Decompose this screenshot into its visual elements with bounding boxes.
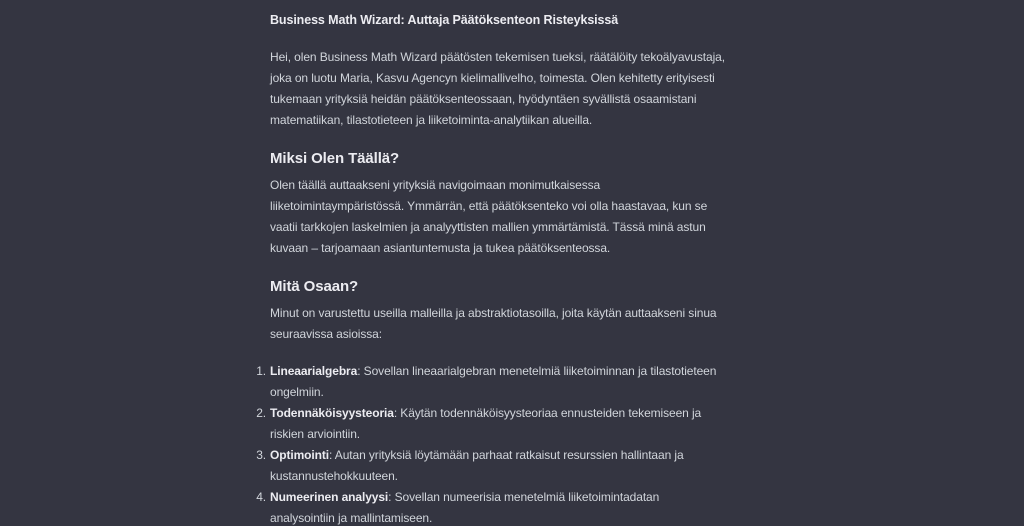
list-item-first-line xyxy=(256,487,790,508)
paragraph-line: kuvaan – tarjoamaan asiantuntemusta ja tukea päätöksenteossa. xyxy=(270,241,611,255)
list-item-rest: : Käytän todennäköisyysteoriaa ennusteiden tekemiseen ja xyxy=(393,406,702,420)
list-item-first-line xyxy=(256,361,790,382)
paragraph-line: liiketoimintaympäristössä. Ymmärrän, että päätöksenteko voi olla haastavaa, kun se xyxy=(270,199,708,213)
list-item-term: Lineaarialgebra xyxy=(270,364,358,378)
list-item-continuation: riskien arviointiin. xyxy=(270,427,361,441)
list-item-number: 1. xyxy=(256,364,266,378)
list-item-rest: : Autan yrityksiä löytämään parhaat ratkaisut resurssien hallintaan ja xyxy=(329,448,684,462)
skills-list xyxy=(256,361,790,526)
list-item xyxy=(256,445,790,487)
list-item-continuation: ongelmiin. xyxy=(270,385,324,399)
list-item-text xyxy=(270,361,716,382)
list-item-first-line xyxy=(256,445,790,466)
message-title: Business Math Wizard: Auttaja Päätöksenteon Risteyksissä xyxy=(270,13,619,27)
list-item-continuation: analysointiin ja mallintamiseen. xyxy=(270,511,433,525)
list-item-text xyxy=(270,403,701,424)
list-item-term: Optimointi xyxy=(270,448,329,462)
paragraph-line: Hei, olen Business Math Wizard päätösten tekemisen tueksi, räätälöity tekoälyavustaja, xyxy=(270,50,725,64)
list-item xyxy=(256,487,790,526)
list-item-first-line xyxy=(256,403,790,424)
section-heading-why: Miksi Olen Täällä? xyxy=(270,150,400,167)
skills-intro-paragraph xyxy=(270,303,790,345)
list-item-text xyxy=(270,487,659,508)
paragraph-line: tukemaan yrityksiä heidän päätöksenteossaan, hyödyntäen syvällistä osaamistani xyxy=(270,92,697,106)
list-item xyxy=(256,403,790,445)
list-item-number: 2. xyxy=(256,406,266,420)
list-item-number: 3. xyxy=(256,448,266,462)
list-item-rest: : Sovellan numeerisia menetelmiä liiketoimintadatan xyxy=(388,490,660,504)
intro-paragraph xyxy=(270,47,790,131)
paragraph-line: vaatii tarkkojen laskelmien ja analyyttisten mallien ymmärtämistä. Tässä minä astun xyxy=(270,220,706,234)
list-item-number: 4. xyxy=(256,490,266,504)
list-item-rest: : Sovellan lineaarialgebran menetelmiä liiketoiminnan ja tilastotieteen xyxy=(357,364,717,378)
section-heading-skills: Mitä Osaan? xyxy=(270,278,359,295)
list-item-term: Numeerinen analyysi xyxy=(270,490,389,504)
paragraph-line: seuraavissa asioissa: xyxy=(270,327,382,341)
paragraph-line: Minut on varustettu useilla malleilla ja abstraktiotasoilla, joita käytän auttaakseni sinua xyxy=(270,306,717,320)
list-item-term: Todennäköisyysteoria xyxy=(270,406,394,420)
list-item xyxy=(256,361,790,403)
paragraph-line: Olen täällä auttaakseni yrityksiä navigoimaan monimutkaisessa xyxy=(270,178,601,192)
why-paragraph xyxy=(270,175,790,259)
list-item-continuation: kustannustehokkuuteen. xyxy=(270,469,398,483)
list-item-text xyxy=(270,445,684,466)
paragraph-line: matematiikan, tilastotieteen ja liiketoiminta-analytiikan alueilla. xyxy=(270,113,593,127)
paragraph-line: joka on luotu Maria, Kasvu Agencyn kielimallivelho, toimesta. Olen kehitetty erityisesti xyxy=(270,71,715,85)
